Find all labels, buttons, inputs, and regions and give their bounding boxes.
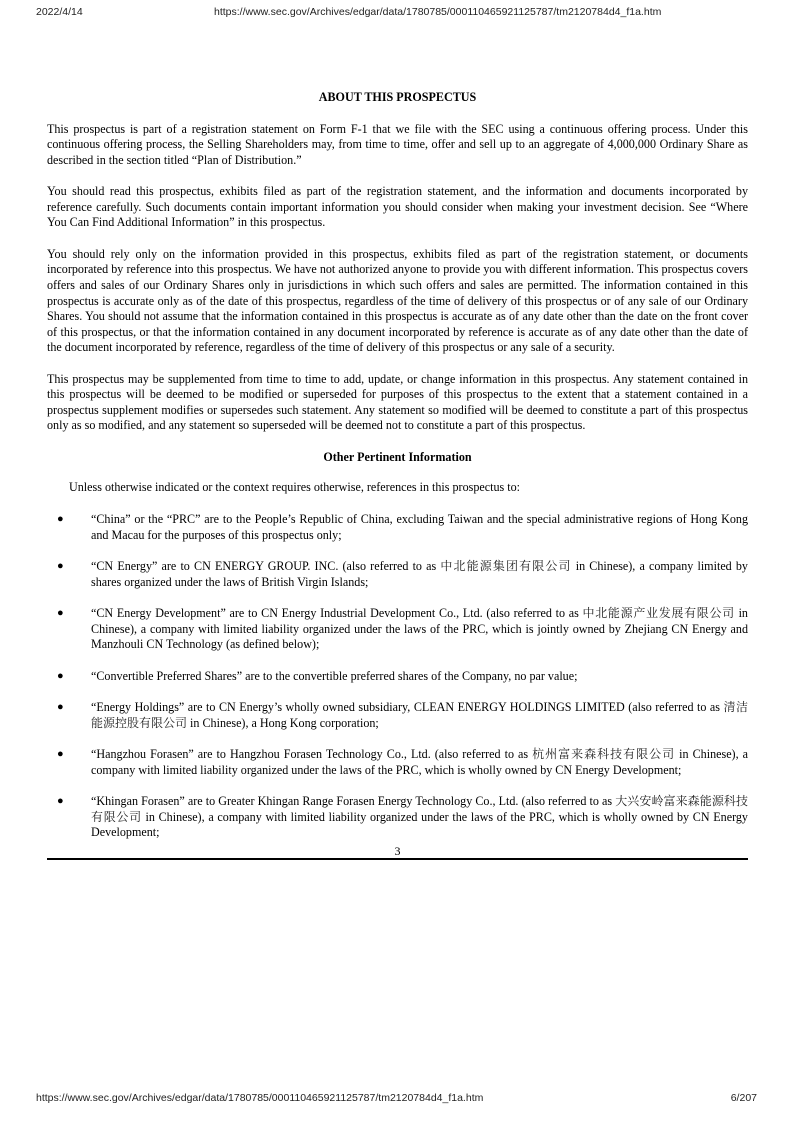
definition-item [47, 794, 748, 841]
definition-item [47, 669, 748, 685]
definition-item [47, 700, 748, 731]
definitions-list [47, 512, 748, 841]
definition-item [47, 512, 748, 543]
print-url: https://www.sec.gov/Archives/edgar/data/1780785/000110465921125787/tm2120784d4_f1a.htm [214, 6, 662, 18]
definition-item [47, 747, 748, 778]
bullet-icon: ● [57, 669, 64, 682]
chinese-name: 清洁能源控股有限公司 [91, 700, 748, 730]
chinese-name: 杭州富来森科技有限公司 [532, 746, 676, 761]
bullet-icon: ● [57, 607, 64, 620]
chinese-name: 中北能源集团有限公司 [440, 559, 572, 574]
print-page-count: 6/207 [730, 1092, 757, 1104]
paragraph: You should read this prospectus, exhibits filed as part of the registration statement, and the information and documents incorporated by reference carefully. Such documents contain important information you should consider when making your investment decision. See “Where You Can Find Additional Information” in this prospectus. [47, 184, 748, 230]
definition-text: in Chinese), a company with limited liability organized under the laws of the PRC, which is wholly owned by CN Energy Development; [91, 809, 748, 840]
bullet-icon: ● [57, 513, 64, 526]
definition-text: in Chinese), a company with limited liability organized under the laws of the PRC, which is jointly owned by Zhejiang CN Energy and Manzhouli CN Technology (as defined below); [91, 606, 748, 652]
definition-text: “Hangzhou Forasen” are to Hangzhou Forasen Technology Co., Ltd. (also referred to as [91, 746, 533, 761]
print-date: 2022/4/14 [36, 6, 83, 18]
subsection-title: Other Pertinent Information [323, 449, 472, 464]
bullet-icon: ● [57, 747, 64, 760]
bullet-icon: ● [57, 794, 64, 807]
print-footer [0, 1092, 793, 1108]
bullet-icon: ● [57, 560, 64, 573]
definition-text: in Chinese), a company with limited liability organized under the laws of the PRC, which is wholly owned by CN Energy Development; [91, 746, 748, 777]
document-page [47, 90, 748, 857]
definition-text: in Chinese), a Hong Kong corporation; [187, 715, 379, 730]
definition-item [47, 606, 748, 653]
bullet-icon: ● [57, 701, 64, 713]
definition-text: “CN Energy” are to CN ENERGY GROUP. INC. (also referred to as [91, 559, 441, 574]
paragraph: This prospectus may be supplemented from time to time to add, update, or change information in this prospectus. Any statement contained in this prospectus will be deemed to be modified or superseded for purposes of this prospectus to the extent that a statement contained in a prospectus supplement modifies or supersedes such statement. Any statement so modified will be deemed to constitute a part of this prospectus only as so modified, and any statement so superseded will be deemed not to constitute a part of this prospectus. [47, 371, 748, 433]
definitions-intro: Unless otherwise indicated or the context requires otherwise, references in this prospectus to: [69, 480, 521, 495]
definition-text: “CN Energy Development” are to CN Energy Industrial Development Co., Ltd. (also referred to as [91, 606, 583, 621]
paragraph: You should rely only on the information provided in this prospectus, exhibits filed as part of the registration statement, or documents incorporated by reference into this prospectus. We have not authorized anyone to provide you with different information. This prospectus covers offers and sales of our Ordinary Shares only in jurisdictions in which such offers and sales are permitted. The information contained in this prospectus is accurate only as of the date of this prospectus, regardless of the time of delivery of this prospectus or of any sale of our Ordinary Shares. You should not assume that the information contained in this prospectus is accurate as of any date other than the date on the front cover of this prospectus, or that the information contained in any document incorporated by reference is accurate as of any date other than the date of the document incorporated by reference, regardless of the time of delivery of this prospectus or any sale of a security. [47, 246, 748, 355]
definition-text: “China” or the “PRC” are to the People’s Republic of China, excluding Taiwan and the special administrative regions of Hong Kong and Macau for the purposes of this prospectus only; [91, 512, 748, 542]
definition-text: “Khingan Forasen” are to Greater Khingan Range Forasen Energy Technology Co., Ltd. (also referred to as [91, 793, 616, 808]
print-header [0, 6, 793, 22]
definition-text: “Energy Holdings” are to CN Energy’s wholly owned subsidiary, CLEAN ENERGY HOLDINGS LIMITED (also referred to as [91, 700, 724, 714]
definition-text: in Chinese), a company limited by shares organized under the laws of British Virgin Islands; [91, 559, 748, 589]
paragraph: This prospectus is part of a registration statement on Form F-1 that we file with the SEC using a continuous offering process. Under this continuous offering process, the Selling Shareholders may, from time to time, offer and sell up to an aggregate of 4,000,000 Ordinary Share as described in the section titled “Plan of Distribution.” [47, 121, 748, 167]
page-divider [47, 858, 748, 860]
print-url: https://www.sec.gov/Archives/edgar/data/1780785/000110465921125787/tm2120784d4_f1a.htm [36, 1092, 484, 1104]
section-title: ABOUT THIS PROSPECTUS [318, 90, 477, 104]
page-number: 3 [394, 844, 401, 858]
chinese-name: 大兴安岭富来森能源科技有限公司 [91, 793, 748, 824]
chinese-name: 中北能源产业发展有限公司 [582, 606, 735, 621]
definition-item [47, 559, 748, 590]
definition-text: “Convertible Preferred Shares” are to the convertible preferred shares of the Company, no par value; [91, 668, 578, 683]
